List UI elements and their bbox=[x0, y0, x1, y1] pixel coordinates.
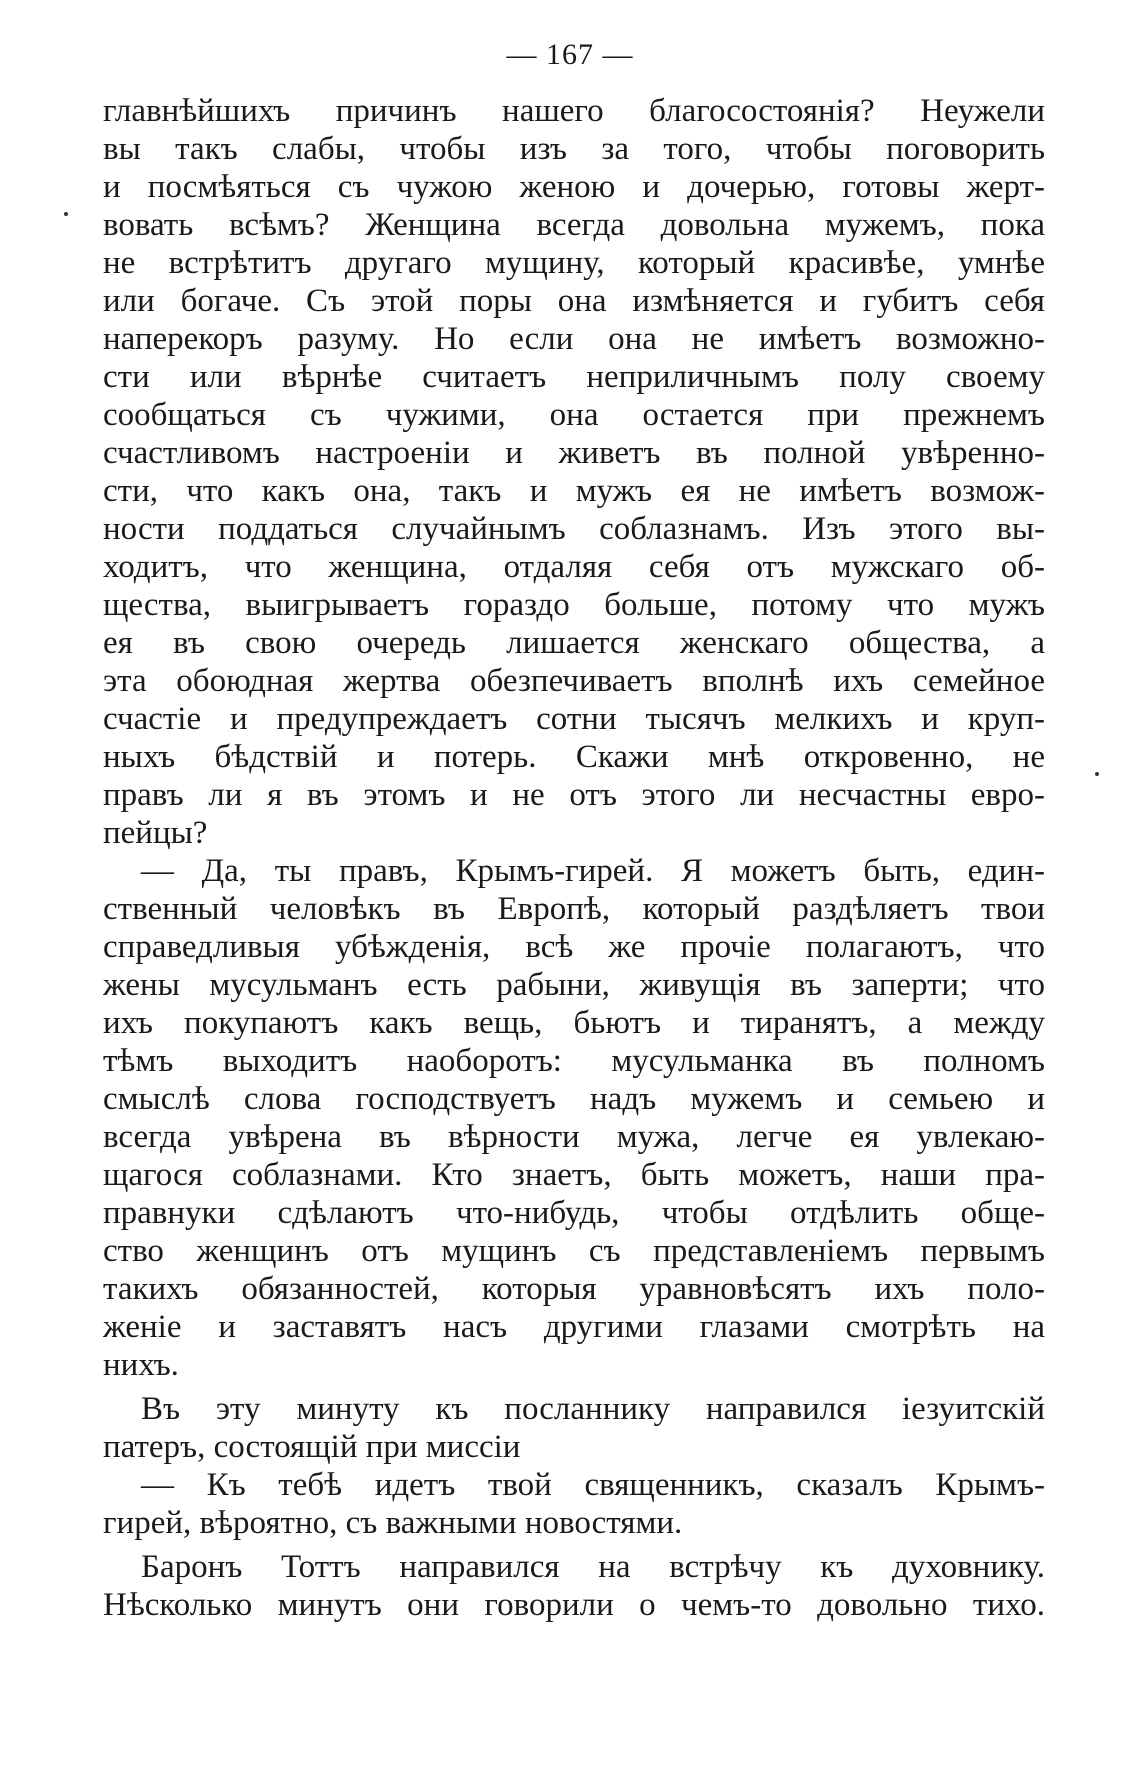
text-line: правъ ли я въ этомъ и не отъ этого ли несчастны евро- bbox=[103, 777, 1045, 813]
text-line: или богаче. Съ этой поры она измѣняется и губитъ себя bbox=[103, 283, 1045, 319]
text-line: ственный человѣкъ въ Европѣ, который раздѣляетъ твои bbox=[103, 891, 1045, 927]
text-line: и посмѣяться съ чужою женою и дочерью, готовы жерт- bbox=[103, 169, 1045, 205]
text-line: не встрѣтитъ другаго мущину, который красивѣе, умнѣе bbox=[103, 245, 1045, 281]
text-line: ство женщинъ отъ мущинъ съ представленіемъ первымъ bbox=[103, 1233, 1045, 1269]
text-line: главнѣйшихъ причинъ нашего благосостоянія? Неужели bbox=[103, 93, 1045, 129]
text-line: тѣмъ выходитъ наоборотъ: мусульманка въ полномъ bbox=[103, 1043, 1045, 1079]
text-line: женіе и заставятъ насъ другими глазами смотрѣть на bbox=[103, 1309, 1045, 1345]
text-line: пейцы? bbox=[103, 815, 208, 851]
text-line: ея въ свою очередь лишается женскаго общества, а bbox=[103, 625, 1045, 661]
text-line: щагося соблазнами. Кто знаетъ, быть можетъ, наши пра- bbox=[103, 1157, 1045, 1193]
text-line: гирей, вѣроятно, съ важными новостями. bbox=[103, 1505, 683, 1541]
text-line: счастіе и предупреждаетъ сотни тысячъ мелкихъ и круп- bbox=[103, 701, 1045, 737]
body-text bbox=[103, 92, 1045, 1624]
text-line: жены мусульманъ есть рабыни, живущія въ заперти; что bbox=[103, 967, 1045, 1003]
text-line: сти, что какъ она, такъ и мужъ ея не имѣетъ возмож- bbox=[103, 473, 1045, 509]
text-line: вы такъ слабы, чтобы изъ за того, чтобы поговорить bbox=[103, 131, 1045, 167]
text-line: сообщаться съ чужими, она остается при прежнемъ bbox=[103, 397, 1045, 433]
text-line: — Къ тебѣ идетъ твой священникъ, сказалъ Крымъ- bbox=[141, 1467, 1045, 1503]
text-line: нихъ. bbox=[103, 1347, 179, 1383]
text-line: Въ эту минуту къ посланнику направился іезуитскій bbox=[141, 1391, 1045, 1427]
stray-mark bbox=[64, 212, 68, 216]
text-line: такихъ обязанностей, которыя уравновѣсятъ ихъ поло- bbox=[103, 1271, 1045, 1307]
text-line: счастливомъ настроеніи и живетъ въ полной увѣренно- bbox=[103, 435, 1045, 471]
text-line: правнуки сдѣлаютъ что-нибудь, чтобы отдѣлить обще- bbox=[103, 1195, 1045, 1231]
text-line: щества, выигрываетъ гораздо больше, потому что мужъ bbox=[103, 587, 1045, 623]
text-line: наперекоръ разуму. Но если она не имѣетъ возможно- bbox=[103, 321, 1045, 357]
text-line: ихъ покупаютъ какъ вещь, бьютъ и тиранятъ, а между bbox=[103, 1005, 1045, 1041]
text-line: смыслѣ слова господствуетъ надъ мужемъ и семьею и bbox=[103, 1081, 1045, 1117]
text-line: всегда увѣрена въ вѣрности мужа, легче ея увлекаю- bbox=[103, 1119, 1045, 1155]
text-line: Баронъ Тоттъ направился на встрѣчу къ духовнику. bbox=[141, 1549, 1045, 1585]
text-line: ныхъ бѣдствій и потерь. Скажи мнѣ откровенно, не bbox=[103, 739, 1045, 775]
text-line: эта обоюдная жертва обезпечиваетъ вполнѣ ихъ семейное bbox=[103, 663, 1045, 699]
text-line: вовать всѣмъ? Женщина всегда довольна мужемъ, пока bbox=[103, 207, 1045, 243]
text-line: — Да, ты правъ, Крымъ-гирей. Я можетъ быть, един- bbox=[141, 853, 1045, 889]
text-line: справедливыя убѣжденія, всѣ же прочіе полагаютъ, что bbox=[103, 929, 1045, 965]
text-line: Нѣсколько минутъ они говорили о чемъ-то довольно тихо. bbox=[103, 1587, 1045, 1623]
stray-mark bbox=[1095, 772, 1099, 776]
text-line: патеръ, состоящій при миссіи bbox=[103, 1429, 521, 1465]
text-line: сти или вѣрнѣе считаетъ неприличнымъ полу своему bbox=[103, 359, 1045, 395]
text-line: ности поддаться случайнымъ соблазнамъ. Изъ этого вы- bbox=[103, 511, 1045, 547]
page-number: — 167 — bbox=[506, 38, 634, 71]
text-line: ходитъ, что женщина, отдаляя себя отъ мужскаго об- bbox=[103, 549, 1045, 585]
